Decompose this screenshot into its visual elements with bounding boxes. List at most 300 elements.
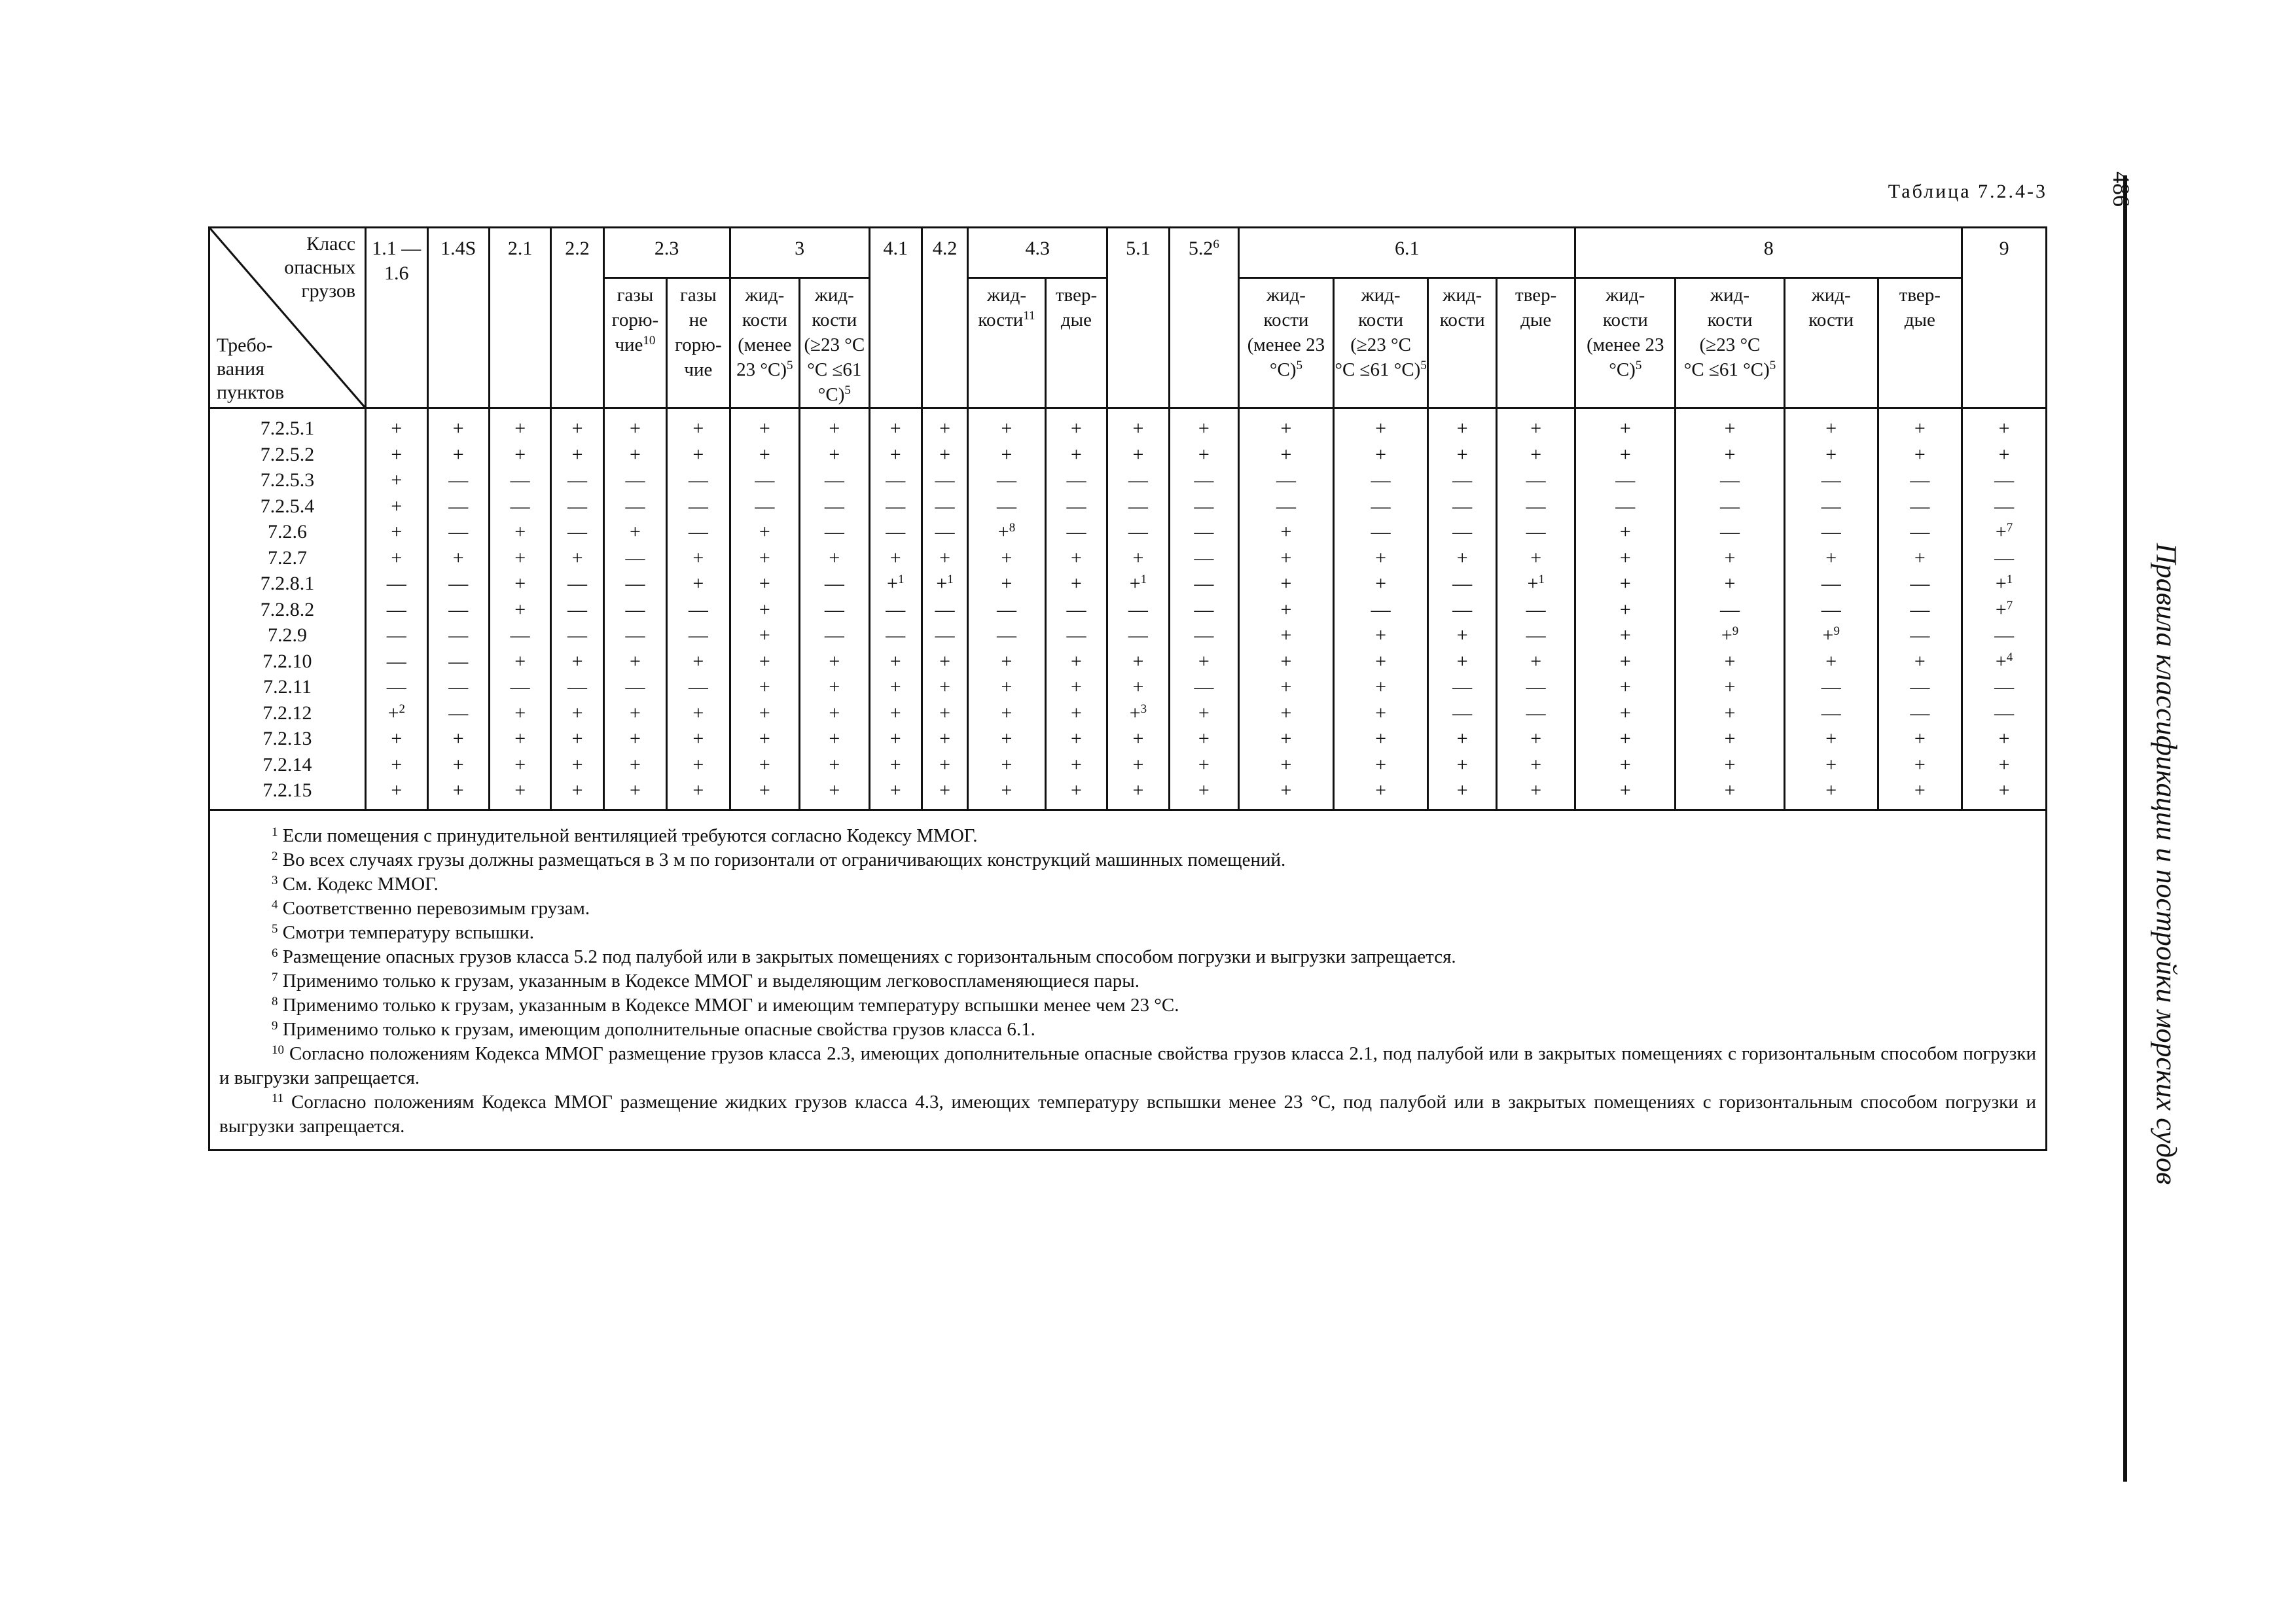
mark-cell: — xyxy=(1784,571,1878,597)
footnotes-block xyxy=(209,810,2047,1150)
mark-cell: — xyxy=(366,622,427,649)
subheader-text: жид- кости (≥23 °C °C ≤61 °C) xyxy=(804,285,865,405)
mark-cell: + xyxy=(968,571,1046,597)
mark-cell: + xyxy=(1239,649,1334,675)
mark-cell: + xyxy=(667,649,730,675)
mark-cell: — xyxy=(922,597,967,623)
requirement-cell: 7.2.8.2 xyxy=(209,597,366,623)
subheader-8-12 xyxy=(1676,278,1785,408)
subheader-6-1-7 xyxy=(1239,278,1334,408)
cell-footnote-ref: 7 xyxy=(2006,598,2013,613)
mark-cell: + xyxy=(489,408,550,442)
mark-cell: + xyxy=(551,726,603,752)
mark-cell: + xyxy=(1676,442,1785,468)
table-row xyxy=(209,545,2047,571)
mark-cell: — xyxy=(1676,493,1785,520)
mark-cell: + xyxy=(1575,545,1676,571)
mark-cell: — xyxy=(800,467,869,493)
footnote-item xyxy=(219,993,2036,1018)
mark-cell: + xyxy=(1169,752,1238,778)
mark-cell: — xyxy=(427,649,489,675)
mark-cell: + xyxy=(1676,777,1785,810)
mark-cell: +$^1$ xyxy=(922,571,967,597)
footnote-item xyxy=(219,1018,2036,1042)
mark-cell: + xyxy=(1333,571,1428,597)
subheader-text: жид- кости (≥23 °C °C ≤61 °C) xyxy=(1683,285,1770,380)
mark-cell: — xyxy=(869,493,922,520)
mark-cell: + xyxy=(968,649,1046,675)
subheader-8-11 xyxy=(1575,278,1676,408)
mark-cell: + xyxy=(1784,777,1878,810)
mark-cell: + xyxy=(603,408,666,442)
subheader-3-4 xyxy=(800,278,869,408)
group-header-4-1: 4.1 xyxy=(869,228,922,408)
footnote-number: 4 xyxy=(272,897,278,912)
mark-cell: — xyxy=(667,493,730,520)
mark-cell: — xyxy=(1045,467,1107,493)
mark-cell: + xyxy=(366,777,427,810)
mark-cell: — xyxy=(1428,674,1496,700)
mark-cell: — xyxy=(1107,467,1169,493)
mark-cell: — xyxy=(1784,519,1878,545)
cell-footnote-ref: 4 xyxy=(2006,650,2013,664)
mark-cell: + xyxy=(800,726,869,752)
mark-cell: +$^9$ xyxy=(1676,622,1785,649)
mark-cell: + xyxy=(1784,752,1878,778)
mark-cell: — xyxy=(551,674,603,700)
mark-cell: + xyxy=(869,674,922,700)
subheader-text: жид- кости (≥23 °C °C ≤61 °C) xyxy=(1335,285,1421,380)
cell-footnote-ref: 9 xyxy=(1833,624,1840,638)
requirements-table xyxy=(208,226,2047,1151)
subheader-footnote-ref: 10 xyxy=(643,334,656,348)
mark-cell: — xyxy=(1045,622,1107,649)
subheader-2-3-1 xyxy=(603,278,666,408)
mark-cell: — xyxy=(1045,493,1107,520)
mark-cell: + xyxy=(489,726,550,752)
mark-cell: + xyxy=(1333,649,1428,675)
mark-cell: — xyxy=(427,519,489,545)
subheader-text: жид- кости xyxy=(1808,285,1854,330)
mark-cell: +$^1$ xyxy=(1107,571,1169,597)
mark-cell: + xyxy=(427,545,489,571)
mark-cell: — xyxy=(1962,622,2047,649)
mark-cell: + xyxy=(366,545,427,571)
mark-cell: + xyxy=(730,700,799,726)
mark-cell: — xyxy=(1496,597,1575,623)
subheader-text: твер- дые xyxy=(1899,285,1941,330)
mark-cell: + xyxy=(1496,726,1575,752)
mark-cell: + xyxy=(1676,545,1785,571)
mark-cell: — xyxy=(366,649,427,675)
mark-cell: + xyxy=(1878,545,1962,571)
mark-cell: + xyxy=(1962,442,2047,468)
mark-cell: + xyxy=(1045,649,1107,675)
mark-cell: — xyxy=(667,674,730,700)
mark-cell: + xyxy=(667,700,730,726)
mark-cell: + xyxy=(667,777,730,810)
group-header-1-4s: 1.4S xyxy=(427,228,489,408)
subheader-footnote-ref: 5 xyxy=(1296,359,1302,372)
subheader-footnote-ref: 11 xyxy=(1023,309,1035,323)
mark-cell: + xyxy=(1107,442,1169,468)
mark-cell: + xyxy=(1428,408,1496,442)
footnote-text: Согласно положениям Кодекса ММОГ размещение грузов класса 2.3, имеющих дополнительные опасные свойства грузов класса 2.1, под палубой или в закрытых помещениях с горизонтальным способом погрузки и выгрузки запрещается. xyxy=(219,1043,2036,1088)
mark-cell: + xyxy=(1962,777,2047,810)
corner-class-label: Класс опасных грузов xyxy=(284,233,356,302)
subheader-6-1-9 xyxy=(1428,278,1496,408)
mark-cell: — xyxy=(1045,519,1107,545)
running-title: Правила классификации и постройки морских судов xyxy=(2150,543,2183,1185)
group-header-2-2: 2.2 xyxy=(551,228,603,408)
requirement-cell: 7.2.11 xyxy=(209,674,366,700)
mark-cell: + xyxy=(922,545,967,571)
mark-cell: +$^2$ xyxy=(366,700,427,726)
mark-cell: — xyxy=(1333,597,1428,623)
mark-cell: + xyxy=(603,777,666,810)
mark-cell: + xyxy=(1575,442,1676,468)
mark-cell: — xyxy=(603,467,666,493)
mark-cell: — xyxy=(968,597,1046,623)
mark-cell: + xyxy=(800,545,869,571)
mark-cell: — xyxy=(603,622,666,649)
footnote-item xyxy=(219,1042,2036,1090)
mark-cell: + xyxy=(922,726,967,752)
subheader-text: газы не горю- чие xyxy=(675,285,722,380)
mark-cell: — xyxy=(1575,467,1676,493)
mark-cell: + xyxy=(730,571,799,597)
requirements-table-container xyxy=(208,226,2047,1151)
requirement-cell: 7.2.12 xyxy=(209,700,366,726)
table-row xyxy=(209,597,2047,623)
mark-cell: — xyxy=(1169,545,1238,571)
table-row xyxy=(209,571,2047,597)
mark-cell: — xyxy=(1333,493,1428,520)
footnote-text: Согласно положениям Кодекса ММОГ размещение жидких грузов класса 4.3, имеющих температуру вспышки менее 23 °C, под палубой или в закрытых помещениях с горизонтальным способом погрузки и выгрузки запрещается. xyxy=(219,1091,2036,1137)
mark-cell: + xyxy=(1333,674,1428,700)
mark-cell: + xyxy=(1878,649,1962,675)
subheader-text: жид- кости (менее 23 °C) xyxy=(736,285,792,380)
mark-cell: + xyxy=(551,408,603,442)
mark-cell: + xyxy=(1169,777,1238,810)
mark-cell: — xyxy=(1676,519,1785,545)
mark-cell: + xyxy=(1496,545,1575,571)
mark-cell: — xyxy=(1428,700,1496,726)
footnote-item xyxy=(219,897,2036,921)
mark-cell: + xyxy=(366,493,427,520)
mark-cell: + xyxy=(1496,777,1575,810)
mark-cell: + xyxy=(1575,649,1676,675)
subheader-text: твер- дые xyxy=(1515,285,1557,330)
group-header-1-1-1-6 xyxy=(366,228,427,408)
mark-cell: — xyxy=(1676,467,1785,493)
mark-cell: — xyxy=(427,571,489,597)
cell-footnote-ref: 9 xyxy=(1732,624,1739,638)
mark-cell: + xyxy=(1239,545,1334,571)
footnote-item xyxy=(219,945,2036,969)
mark-cell: +$^1$ xyxy=(1496,571,1575,597)
mark-cell: + xyxy=(1428,752,1496,778)
mark-cell: — xyxy=(1333,467,1428,493)
mark-cell: + xyxy=(667,408,730,442)
mark-cell: + xyxy=(730,545,799,571)
group-header-9: 9 xyxy=(1962,228,2047,408)
mark-cell: — xyxy=(603,571,666,597)
subheader-6-1-8 xyxy=(1333,278,1428,408)
mark-cell: + xyxy=(1107,408,1169,442)
mark-cell: + xyxy=(1676,408,1785,442)
mark-cell: + xyxy=(1333,700,1428,726)
mark-cell: — xyxy=(1575,493,1676,520)
requirement-cell: 7.2.5.2 xyxy=(209,442,366,468)
mark-cell: + xyxy=(603,700,666,726)
mark-cell: + xyxy=(1239,442,1334,468)
mark-cell: — xyxy=(1107,622,1169,649)
mark-cell: + xyxy=(1239,674,1334,700)
mark-cell: — xyxy=(1676,597,1785,623)
mark-cell: — xyxy=(800,519,869,545)
footnote-item xyxy=(219,921,2036,945)
mark-cell: + xyxy=(1333,442,1428,468)
subheader-footnote-ref: 5 xyxy=(1635,359,1642,372)
mark-cell: + xyxy=(427,408,489,442)
mark-cell: + xyxy=(1045,752,1107,778)
group-header-2-1: 2.1 xyxy=(489,228,550,408)
mark-cell: + xyxy=(1676,752,1785,778)
mark-cell: + xyxy=(869,545,922,571)
mark-cell: + xyxy=(1333,622,1428,649)
table-body xyxy=(209,408,2047,810)
mark-cell: + xyxy=(603,726,666,752)
subheader-footnote-ref: 5 xyxy=(1420,359,1427,372)
mark-cell: + xyxy=(489,571,550,597)
mark-cell: + xyxy=(1107,674,1169,700)
mark-cell: + xyxy=(922,649,967,675)
mark-cell: — xyxy=(603,493,666,520)
mark-cell: — xyxy=(427,597,489,623)
mark-cell: — xyxy=(667,597,730,623)
mark-cell: + xyxy=(1107,777,1169,810)
mark-cell: — xyxy=(366,597,427,623)
mark-cell: — xyxy=(1784,467,1878,493)
mark-cell: + xyxy=(1045,777,1107,810)
mark-cell: + xyxy=(1575,752,1676,778)
mark-cell: — xyxy=(366,571,427,597)
mark-cell: — xyxy=(869,597,922,623)
mark-cell: + xyxy=(1784,649,1878,675)
mark-cell: — xyxy=(551,571,603,597)
mark-cell: — xyxy=(427,700,489,726)
mark-cell: + xyxy=(366,752,427,778)
mark-cell: + xyxy=(489,442,550,468)
mark-cell: + xyxy=(730,777,799,810)
mark-cell: +$^7$ xyxy=(1962,519,2047,545)
mark-cell: + xyxy=(1333,777,1428,810)
mark-cell: + xyxy=(489,700,550,726)
cell-footnote-ref: 1 xyxy=(947,573,954,586)
mark-cell: + xyxy=(489,597,550,623)
mark-cell: + xyxy=(1575,777,1676,810)
mark-cell: + xyxy=(1107,649,1169,675)
table-row xyxy=(209,622,2047,649)
mark-cell: — xyxy=(1169,597,1238,623)
mark-cell: — xyxy=(1428,571,1496,597)
requirement-cell: 7.2.5.3 xyxy=(209,467,366,493)
mark-cell: + xyxy=(800,777,869,810)
mark-cell: + xyxy=(922,442,967,468)
page-number: 486 xyxy=(2108,171,2134,207)
mark-cell: — xyxy=(800,597,869,623)
mark-cell: + xyxy=(1107,726,1169,752)
mark-cell: — xyxy=(730,467,799,493)
requirement-cell: 7.2.14 xyxy=(209,752,366,778)
table-row xyxy=(209,408,2047,442)
mark-cell: + xyxy=(551,545,603,571)
footnote-text: Применимо только к грузам, указанным в Кодексе ММОГ и выделяющим легковоспламеняющиеся пары. xyxy=(278,970,1140,991)
mark-cell: + xyxy=(1169,726,1238,752)
mark-cell: — xyxy=(1962,545,2047,571)
mark-cell: + xyxy=(366,442,427,468)
cell-footnote-ref: 1 xyxy=(1538,573,1545,586)
mark-cell: + xyxy=(1239,571,1334,597)
footnote-number: 6 xyxy=(272,946,278,960)
mark-cell: — xyxy=(603,674,666,700)
mark-cell: — xyxy=(1333,519,1428,545)
mark-cell: — xyxy=(1169,493,1238,520)
mark-cell: — xyxy=(1784,700,1878,726)
mark-cell: — xyxy=(1107,597,1169,623)
requirement-cell: 7.2.5.1 xyxy=(209,408,366,442)
table-row xyxy=(209,752,2047,778)
mark-cell: + xyxy=(1496,752,1575,778)
mark-cell: — xyxy=(489,622,550,649)
mark-cell: — xyxy=(1496,700,1575,726)
subheader-3-3 xyxy=(730,278,799,408)
mark-cell: + xyxy=(922,674,967,700)
mark-cell: + xyxy=(869,777,922,810)
mark-cell: — xyxy=(1107,493,1169,520)
table-row xyxy=(209,777,2047,810)
mark-cell: + xyxy=(730,622,799,649)
mark-cell: +$^3$ xyxy=(1107,700,1169,726)
mark-cell: + xyxy=(869,726,922,752)
mark-cell: + xyxy=(603,752,666,778)
mark-cell: — xyxy=(922,519,967,545)
mark-cell: — xyxy=(1045,597,1107,623)
footnote-text: Во всех случаях грузы должны размещаться в 3 м по горизонтали от ограничивающих конструкций машинных помещений. xyxy=(278,849,1286,870)
cell-footnote-ref: 3 xyxy=(1140,702,1147,716)
mark-cell: — xyxy=(489,674,550,700)
mark-cell: + xyxy=(1239,700,1334,726)
mark-cell: + xyxy=(1428,726,1496,752)
mark-cell: + xyxy=(1107,752,1169,778)
mark-cell: + xyxy=(968,700,1046,726)
mark-cell: + xyxy=(730,408,799,442)
mark-cell: + xyxy=(1169,700,1238,726)
mark-cell: + xyxy=(1784,442,1878,468)
mark-cell: + xyxy=(869,649,922,675)
mark-cell: — xyxy=(1878,467,1962,493)
mark-cell: — xyxy=(869,622,922,649)
footnote-text: Соответственно перевозимым грузам. xyxy=(278,897,590,919)
footnote-item xyxy=(219,872,2036,897)
subheader-6-1-10 xyxy=(1496,278,1575,408)
margin-rule xyxy=(2123,175,2127,1482)
mark-cell: + xyxy=(1676,649,1785,675)
mark-cell: + xyxy=(1878,752,1962,778)
mark-cell: + xyxy=(551,752,603,778)
mark-cell: — xyxy=(667,467,730,493)
group-header-3: 3 xyxy=(730,228,869,278)
mark-cell: + xyxy=(922,408,967,442)
mark-cell: — xyxy=(427,622,489,649)
footnote-item xyxy=(219,824,2036,848)
mark-cell: — xyxy=(1496,467,1575,493)
footnote-number: 10 xyxy=(272,1043,284,1057)
mark-cell: + xyxy=(551,700,603,726)
mark-cell: + xyxy=(1169,408,1238,442)
requirement-cell: 7.2.5.4 xyxy=(209,493,366,520)
mark-cell: + xyxy=(1676,571,1785,597)
mark-cell: — xyxy=(1428,519,1496,545)
mark-cell: + xyxy=(1333,726,1428,752)
mark-cell: + xyxy=(869,442,922,468)
subheader-text: жид- кости (менее 23 °C) xyxy=(1587,285,1664,380)
mark-cell: — xyxy=(1239,467,1334,493)
mark-cell: — xyxy=(427,467,489,493)
mark-cell: + xyxy=(1575,519,1676,545)
mark-cell: + xyxy=(922,777,967,810)
footnote-text: См. Кодекс ММОГ. xyxy=(278,873,439,895)
mark-cell: — xyxy=(1496,622,1575,649)
mark-cell: + xyxy=(730,597,799,623)
mark-cell: + xyxy=(1962,408,2047,442)
footnote-number: 8 xyxy=(272,994,278,1008)
mark-cell: + xyxy=(1784,408,1878,442)
requirement-cell: 7.2.10 xyxy=(209,649,366,675)
mark-cell: + xyxy=(489,519,550,545)
mark-cell: — xyxy=(869,519,922,545)
mark-cell: + xyxy=(1575,597,1676,623)
group-label: 1.1 — 1.6 xyxy=(372,238,422,284)
cell-footnote-ref: 7 xyxy=(2006,521,2013,535)
mark-cell: — xyxy=(1878,700,1962,726)
footnote-number: 1 xyxy=(272,825,278,839)
mark-cell: + xyxy=(667,571,730,597)
mark-cell: — xyxy=(1428,467,1496,493)
mark-cell: + xyxy=(730,674,799,700)
footnote-text: Смотри температуру вспышки. xyxy=(278,921,535,943)
subheader-footnote-ref: 5 xyxy=(787,359,793,372)
group-header-5-2 xyxy=(1169,228,1238,408)
subheader-footnote-ref: 5 xyxy=(844,383,851,397)
footnote-text: Применимо только к грузам, имеющим дополнительные опасные свойства грузов класса 6.1. xyxy=(278,1018,1035,1040)
mark-cell: + xyxy=(1239,597,1334,623)
table-row xyxy=(209,700,2047,726)
mark-cell: + xyxy=(427,442,489,468)
mark-cell: — xyxy=(1962,674,2047,700)
mark-cell: + xyxy=(968,442,1046,468)
cell-footnote-ref: 2 xyxy=(399,702,406,716)
mark-cell: — xyxy=(489,493,550,520)
mark-cell: + xyxy=(1575,571,1676,597)
mark-cell: + xyxy=(869,700,922,726)
mark-cell: + xyxy=(366,519,427,545)
footnote-text: Размещение опасных грузов класса 5.2 под палубой или в закрытых помещениях с горизонтальным способом погрузки и выгрузки запрещается. xyxy=(278,946,1456,967)
table-row xyxy=(209,674,2047,700)
mark-cell: + xyxy=(1045,726,1107,752)
mark-cell: + xyxy=(1333,545,1428,571)
